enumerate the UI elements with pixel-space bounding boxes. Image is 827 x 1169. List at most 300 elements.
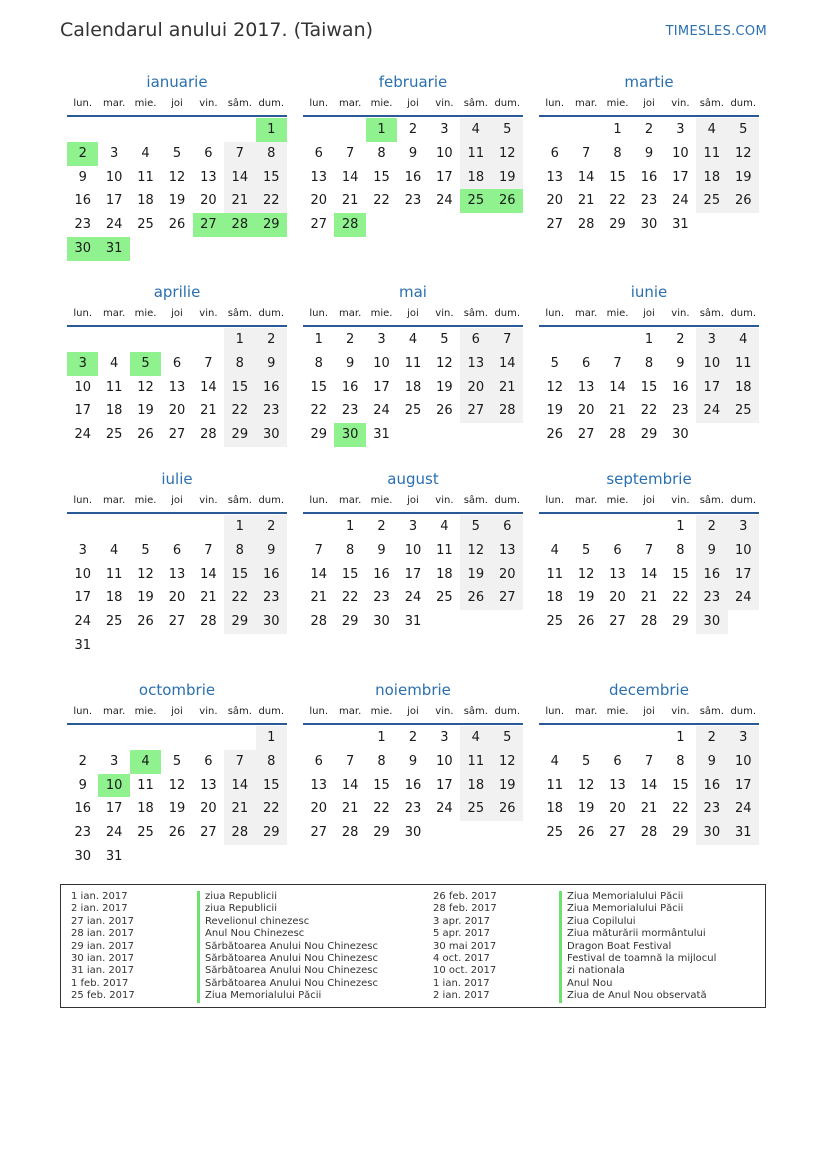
day-cell: 16 — [640, 169, 658, 185]
day-grid — [303, 117, 523, 237]
legend-column-right — [423, 891, 716, 1003]
weekday-label: lun. — [309, 495, 329, 506]
weekday-label: joi — [407, 706, 419, 717]
day-cell: 30 — [256, 423, 287, 447]
day-cell: 5 — [728, 118, 759, 142]
day-cell: 19 — [460, 563, 491, 587]
day-cell: 7 — [204, 355, 213, 371]
day-cell: 13 — [546, 169, 563, 185]
day-cell: 25 — [137, 825, 154, 841]
day-cell: 23 — [74, 217, 91, 233]
weekday-label: vin. — [199, 495, 218, 506]
empty-cell — [67, 328, 98, 352]
weekday-label: mie. — [134, 308, 157, 319]
day-cell: 20 — [492, 563, 523, 587]
day-cell: 11 — [436, 542, 453, 558]
legend-date: 25 feb. 2017 — [71, 990, 135, 1002]
day-cell: 29 — [224, 423, 255, 447]
day-cell: 5 — [581, 753, 591, 769]
day-cell: 20 — [200, 193, 217, 209]
day-cell: 15 — [256, 774, 287, 798]
weekday-label: dum. — [258, 495, 285, 506]
legend-date: 26 feb. 2017 — [433, 891, 497, 902]
day-cell: 5 — [440, 332, 449, 347]
day-cell: 8 — [676, 753, 685, 769]
day-cell: 15 — [672, 566, 689, 582]
day-cell: 21 — [200, 403, 217, 419]
day-cell: 30 — [672, 427, 689, 443]
day-cell: 12 — [436, 355, 453, 371]
day-cell: 28 — [492, 399, 523, 423]
day-cell: 9 — [644, 145, 654, 161]
day-cell: 6 — [492, 515, 523, 539]
legend-row — [61, 965, 378, 977]
day-cell: 10 — [672, 145, 689, 161]
day-cell: 30 — [74, 848, 91, 864]
day-cell: 3 — [696, 328, 727, 352]
day-cell: 7 — [224, 142, 255, 166]
day-cell: 26 — [137, 427, 154, 443]
holiday-day: 1 — [256, 118, 287, 142]
month-mai — [303, 281, 523, 447]
day-cell: 22 — [672, 801, 689, 817]
holiday-day: 10 — [98, 774, 129, 798]
day-cell: 27 — [310, 825, 327, 841]
day-cell: 14 — [224, 774, 255, 798]
day-cell: 13 — [577, 379, 595, 395]
legend-holiday-name: Sărbătoarea Anului Nou Chinezesc — [197, 941, 378, 953]
day-cell: 3 — [377, 332, 386, 347]
weekday-label: joi — [407, 308, 419, 319]
legend-date: 2 ian. 2017 — [433, 990, 490, 1002]
day-cell: 15 — [256, 166, 287, 190]
month-name: octombrie — [138, 681, 216, 699]
day-cell: 6 — [550, 145, 559, 161]
weekday-label: mar. — [575, 98, 598, 109]
day-cell: 11 — [105, 566, 123, 582]
day-grid — [539, 327, 759, 447]
day-cell: 5 — [550, 355, 559, 371]
legend-column-left — [61, 891, 378, 1003]
day-cell: 22 — [373, 193, 390, 209]
legend-row — [61, 941, 378, 953]
legend-row — [61, 978, 378, 990]
day-cell: 2 — [644, 122, 654, 137]
day-cell: 7 — [581, 145, 591, 161]
day-cell: 21 — [224, 189, 255, 213]
day-cell: 24 — [728, 797, 759, 821]
day-cell: 18 — [436, 566, 453, 582]
weekday-label: mar. — [103, 308, 126, 319]
empty-cell — [161, 515, 192, 539]
day-cell: 4 — [460, 726, 491, 750]
day-cell: 12 — [577, 566, 595, 582]
day-cell: 2 — [78, 753, 87, 769]
day-cell: 5 — [172, 753, 182, 769]
day-cell: 6 — [204, 145, 213, 161]
day-cell: 30 — [696, 821, 727, 845]
day-cell: 28 — [200, 427, 217, 443]
day-cell: 6 — [613, 542, 622, 558]
legend-row — [423, 965, 716, 977]
legend-row — [423, 891, 716, 903]
day-cell: 26 — [577, 825, 595, 841]
legend-holiday-name: zi nationala — [559, 965, 625, 977]
empty-cell — [570, 726, 601, 750]
weekday-label: vin. — [671, 495, 690, 506]
day-cell: 11 — [728, 352, 759, 376]
day-cell: 26 — [492, 797, 523, 821]
weekday-label: sâm. — [227, 706, 252, 717]
legend-date: 4 oct. 2017 — [433, 952, 490, 964]
day-cell: 14 — [224, 166, 255, 190]
weekday-header — [539, 490, 759, 514]
weekday-label: vin. — [671, 308, 690, 319]
legend-row — [61, 891, 378, 903]
day-cell: 18 — [546, 801, 563, 817]
empty-cell — [98, 726, 129, 750]
weekday-label: lun. — [309, 706, 329, 717]
day-cell: 22 — [672, 590, 689, 606]
month-name: martie — [624, 73, 674, 91]
weekday-label: lun. — [73, 308, 93, 319]
day-cell: 24 — [105, 825, 123, 841]
legend-row — [423, 941, 716, 953]
day-cell: 14 — [341, 777, 359, 793]
day-cell: 12 — [492, 142, 523, 166]
empty-cell — [67, 515, 98, 539]
weekday-label: sâm. — [463, 495, 488, 506]
weekday-header — [539, 93, 759, 117]
day-cell: 7 — [224, 750, 255, 774]
empty-cell — [161, 328, 192, 352]
day-cell: 23 — [404, 193, 422, 209]
day-cell: 7 — [314, 542, 323, 558]
month-aprilie — [67, 281, 287, 447]
day-cell: 28 — [640, 614, 658, 630]
day-cell: 14 — [492, 352, 523, 376]
day-cell: 27 — [310, 217, 327, 233]
day-cell: 25 — [696, 189, 727, 213]
day-cell: 13 — [168, 566, 186, 582]
weekday-label: joi — [171, 98, 183, 109]
weekday-label: sâm. — [227, 308, 252, 319]
day-cell: 24 — [105, 217, 123, 233]
legend-date: 31 ian. 2017 — [71, 965, 134, 977]
day-cell: 20 — [577, 403, 595, 419]
day-cell: 13 — [460, 352, 491, 376]
holiday-day: 28 — [334, 213, 365, 237]
day-cell: 7 — [613, 355, 622, 371]
day-cell: 13 — [492, 539, 523, 563]
day-cell: 1 — [224, 328, 255, 352]
day-cell: 12 — [546, 379, 563, 395]
day-cell: 22 — [609, 193, 626, 209]
day-grid — [67, 725, 287, 869]
day-grid — [303, 327, 523, 447]
weekday-label: mar. — [103, 98, 126, 109]
day-cell: 18 — [460, 774, 491, 798]
empty-cell — [539, 726, 570, 750]
site-logo[interactable]: TIMESLES.COM — [665, 24, 767, 39]
day-cell: 3 — [109, 753, 119, 769]
month-iulie — [67, 468, 287, 658]
day-cell: 15 — [373, 777, 390, 793]
empty-cell — [303, 118, 334, 142]
weekday-label: dum. — [258, 98, 285, 109]
weekday-label: dum. — [730, 495, 757, 506]
day-cell: 23 — [696, 586, 727, 610]
weekday-label: mie. — [606, 495, 629, 506]
empty-cell — [224, 118, 255, 142]
day-cell: 9 — [345, 355, 355, 371]
day-cell: 4 — [109, 542, 119, 558]
day-cell: 22 — [640, 403, 658, 419]
weekday-label: vin. — [199, 706, 218, 717]
day-cell: 20 — [546, 193, 563, 209]
weekday-label: lun. — [309, 98, 329, 109]
day-cell: 11 — [105, 379, 123, 395]
weekday-label: joi — [643, 495, 655, 506]
day-cell: 18 — [728, 376, 759, 400]
weekday-label: sâm. — [463, 308, 488, 319]
day-cell: 9 — [256, 539, 287, 563]
day-cell: 21 — [341, 801, 359, 817]
day-cell: 18 — [137, 193, 154, 209]
empty-cell — [161, 726, 192, 750]
day-cell: 4 — [440, 519, 449, 534]
month-martie — [539, 71, 759, 237]
legend-holiday-name: Revelionul chinezesc — [197, 916, 309, 928]
weekday-label: lun. — [73, 98, 93, 109]
holiday-day: 2 — [67, 142, 98, 166]
day-cell: 17 — [105, 193, 123, 209]
weekday-header — [303, 93, 523, 117]
month-name: august — [387, 470, 439, 488]
weekday-label: lun. — [545, 98, 565, 109]
day-cell: 4 — [550, 753, 559, 769]
weekday-label: mar. — [575, 706, 598, 717]
weekday-label: mie. — [370, 706, 393, 717]
empty-cell — [570, 118, 601, 142]
legend-holiday-name: Dragon Boat Festival — [559, 941, 671, 953]
empty-cell — [224, 726, 255, 750]
day-cell: 1 — [314, 332, 323, 347]
day-cell: 27 — [609, 614, 626, 630]
day-cell: 2 — [696, 726, 727, 750]
day-cell: 17 — [728, 563, 759, 587]
day-cell: 18 — [546, 590, 563, 606]
weekday-label: mar. — [575, 308, 598, 319]
empty-cell — [602, 328, 633, 352]
day-cell: 27 — [546, 217, 563, 233]
weekday-label: joi — [171, 495, 183, 506]
weekday-label: sâm. — [227, 495, 252, 506]
day-cell: 8 — [256, 142, 287, 166]
day-cell: 6 — [460, 328, 491, 352]
day-cell: 4 — [460, 118, 491, 142]
day-cell: 1 — [256, 726, 287, 750]
weekday-header — [303, 701, 523, 725]
holiday-day: 31 — [98, 237, 129, 261]
legend-holiday-name: ziua Republicii — [197, 903, 277, 915]
day-cell: 30 — [256, 610, 287, 634]
day-cell: 1 — [644, 332, 654, 347]
day-cell: 18 — [460, 166, 491, 190]
day-cell: 27 — [168, 614, 186, 630]
weekday-label: dum. — [258, 308, 285, 319]
day-cell: 19 — [546, 403, 563, 419]
weekday-label: dum. — [258, 706, 285, 717]
day-cell: 24 — [373, 403, 390, 419]
legend-holiday-name: Ziua de Anul Nou observată — [559, 990, 707, 1002]
day-cell: 2 — [408, 122, 418, 137]
empty-cell — [193, 328, 224, 352]
weekday-label: vin. — [435, 706, 454, 717]
weekday-label: mar. — [103, 706, 126, 717]
day-cell: 5 — [492, 726, 523, 750]
day-cell: 10 — [404, 542, 422, 558]
day-cell: 12 — [137, 566, 154, 582]
weekday-label: vin. — [671, 98, 690, 109]
weekday-label: sâm. — [227, 98, 252, 109]
legend-date: 30 ian. 2017 — [71, 952, 134, 964]
legend-holiday-name: Anul Nou Chinezesc — [197, 928, 304, 940]
legend-holiday-name: Ziua măturării mormântului — [559, 928, 706, 940]
day-cell: 18 — [137, 801, 154, 817]
day-cell: 19 — [436, 379, 453, 395]
day-cell: 14 — [200, 566, 217, 582]
empty-cell — [130, 328, 161, 352]
day-cell: 13 — [200, 777, 217, 793]
day-cell: 30 — [640, 217, 658, 233]
day-cell: 25 — [460, 797, 491, 821]
legend-holiday-name: Sărbătoarea Anului Nou Chinezesc — [197, 965, 378, 977]
day-cell: 21 — [609, 403, 626, 419]
day-cell: 19 — [492, 774, 523, 798]
month-name: aprilie — [153, 283, 201, 301]
day-cell: 16 — [672, 379, 689, 395]
day-cell: 20 — [609, 590, 626, 606]
day-cell: 12 — [168, 777, 186, 793]
day-cell: 19 — [137, 590, 154, 606]
month-ianuarie — [67, 71, 287, 261]
legend-row — [61, 903, 378, 915]
holiday-day: 30 — [334, 423, 365, 447]
day-cell: 1 — [377, 730, 386, 745]
day-cell: 8 — [377, 145, 386, 161]
empty-cell — [334, 726, 365, 750]
day-cell: 14 — [341, 169, 359, 185]
day-cell: 28 — [341, 825, 359, 841]
month-noiembrie — [303, 679, 523, 845]
day-cell: 20 — [200, 801, 217, 817]
day-cell: 21 — [492, 376, 523, 400]
weekday-label: vin. — [199, 308, 218, 319]
day-cell: 25 — [137, 217, 154, 233]
day-cell: 21 — [577, 193, 595, 209]
day-cell: 10 — [105, 169, 123, 185]
weekday-header — [303, 490, 523, 514]
day-cell: 5 — [581, 542, 591, 558]
day-cell: 22 — [224, 399, 255, 423]
day-cell: 25 — [546, 614, 563, 630]
day-cell: 2 — [408, 730, 418, 745]
day-cell: 16 — [256, 376, 287, 400]
day-cell: 25 — [436, 590, 453, 606]
day-cell: 14 — [310, 566, 327, 582]
day-cell: 24 — [436, 193, 453, 209]
weekday-label: sâm. — [699, 98, 724, 109]
day-cell: 8 — [613, 145, 622, 161]
day-cell: 29 — [224, 610, 255, 634]
day-cell: 4 — [408, 332, 418, 347]
empty-cell — [539, 328, 570, 352]
day-cell: 26 — [460, 586, 491, 610]
day-cell: 9 — [408, 145, 418, 161]
weekday-label: mar. — [575, 495, 598, 506]
weekday-label: lun. — [545, 706, 565, 717]
day-cell: 4 — [109, 355, 119, 371]
weekday-label: joi — [643, 706, 655, 717]
empty-cell — [98, 328, 129, 352]
legend-holiday-name: Festival de toamnă la mijlocul — [559, 953, 716, 965]
day-cell: 31 — [672, 217, 689, 233]
weekday-label: mie. — [134, 706, 157, 717]
weekday-header — [303, 303, 523, 327]
holiday-day: 3 — [67, 352, 98, 376]
month-name: ianuarie — [146, 73, 208, 91]
month-name: decembrie — [609, 681, 689, 699]
empty-cell — [130, 118, 161, 142]
day-cell: 16 — [404, 169, 422, 185]
weekday-label: sâm. — [699, 308, 724, 319]
day-cell: 8 — [224, 539, 255, 563]
empty-cell — [602, 515, 633, 539]
weekday-label: mar. — [339, 98, 362, 109]
legend-holiday-name: Sărbătoarea Anului Nou Chinezesc — [197, 953, 378, 965]
day-cell: 24 — [728, 586, 759, 610]
month-name: iulie — [161, 470, 193, 488]
day-cell: 7 — [204, 542, 213, 558]
legend-date: 10 oct. 2017 — [433, 965, 497, 977]
weekday-label: vin. — [435, 308, 454, 319]
weekday-label: mie. — [134, 98, 157, 109]
day-cell: 23 — [404, 801, 422, 817]
legend-date: 1 ian. 2017 — [71, 891, 128, 902]
day-cell: 27 — [200, 825, 217, 841]
day-cell: 13 — [310, 777, 327, 793]
day-grid — [303, 514, 523, 634]
day-cell: 19 — [137, 403, 154, 419]
weekday-label: mar. — [339, 495, 362, 506]
day-cell: 8 — [644, 355, 654, 371]
month-februarie — [303, 71, 523, 237]
day-cell: 19 — [492, 166, 523, 190]
day-cell: 20 — [460, 376, 491, 400]
day-cell: 5 — [172, 145, 182, 161]
weekday-header — [67, 303, 287, 327]
day-cell: 23 — [672, 403, 689, 419]
day-cell: 3 — [109, 145, 119, 161]
legend-row — [61, 953, 378, 965]
day-cell: 29 — [256, 821, 287, 845]
day-cell: 14 — [200, 379, 217, 395]
day-cell: 27 — [609, 825, 626, 841]
weekday-label: joi — [643, 98, 655, 109]
day-cell: 17 — [696, 376, 727, 400]
empty-cell — [539, 118, 570, 142]
